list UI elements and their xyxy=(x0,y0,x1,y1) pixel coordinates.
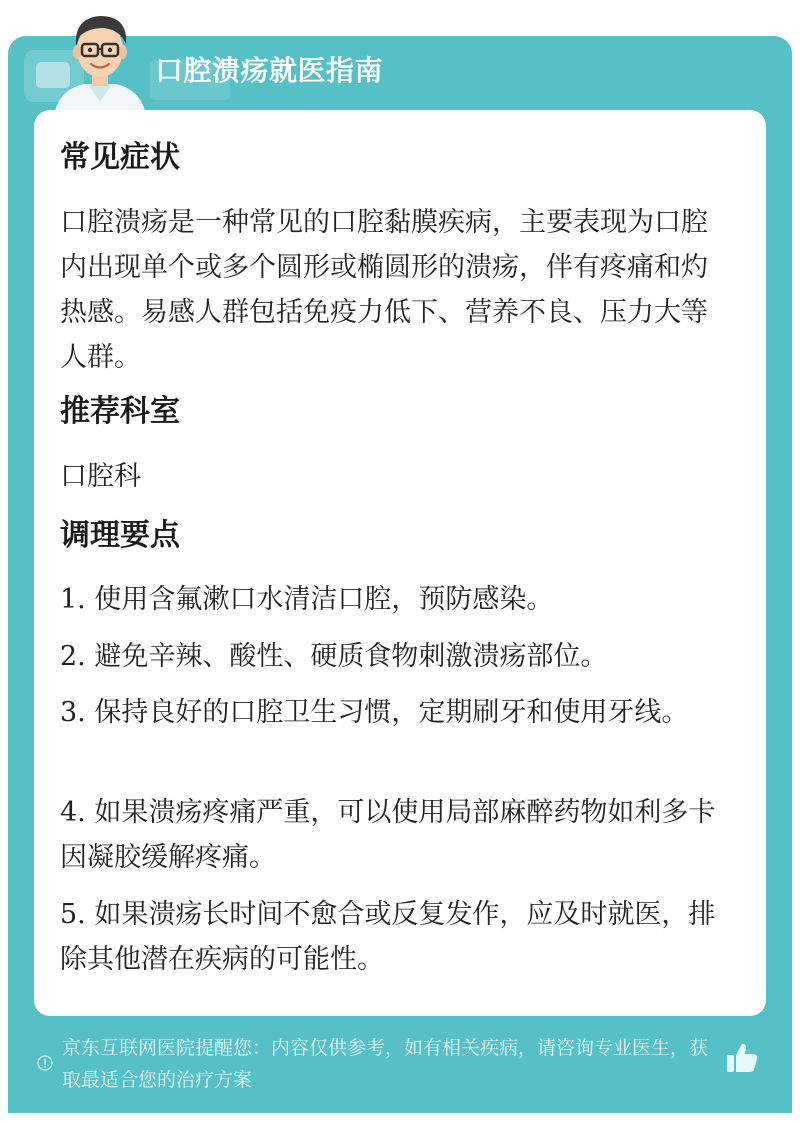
thumbs-up-icon[interactable] xyxy=(724,1040,760,1076)
care-item-number: 3. xyxy=(60,697,86,728)
care-item-number: 5. xyxy=(60,899,86,930)
symptoms-title: 常见症状 xyxy=(60,140,180,175)
care-item-text: 使用含氟漱口水清洁口腔，预防感染。 xyxy=(94,584,554,615)
care-item xyxy=(60,690,728,735)
care-item xyxy=(60,790,728,880)
care-item-text: 避免辛辣、酸性、硬质食物刺激溃疡部位。 xyxy=(94,641,608,672)
doctor-avatar-icon xyxy=(44,6,156,116)
care-item xyxy=(60,892,728,982)
department-text: 口腔科 xyxy=(60,461,141,492)
care-item-number: 2. xyxy=(60,641,86,672)
department-title: 推荐科室 xyxy=(60,394,180,429)
care-item-text: 如果溃疡疼痛严重，可以使用局部麻醉药物如利多卡因凝胶缓解疼痛。 xyxy=(60,797,716,873)
footer-disclaimer: 京东互联网医院提醒您：内容仅供参考，如有相关疾病，请咨询专业医生，获取最适合您的治疗方案 xyxy=(62,1037,709,1091)
care-title: 调理要点 xyxy=(60,518,180,553)
care-item xyxy=(60,634,728,679)
care-item-number: 4. xyxy=(60,797,86,828)
content-card xyxy=(34,110,766,1016)
care-item-text: 如果溃疡长时间不愈合或反复发作，应及时就医，排除其他潜在疾病的可能性。 xyxy=(60,899,716,975)
info-icon xyxy=(37,1055,53,1071)
care-item xyxy=(60,577,728,622)
page-title: 口腔溃疡就医指南 xyxy=(155,54,384,87)
symptoms-text: 口腔溃疡是一种常见的口腔黏膜疾病，主要表现为口腔内出现单个或多个圆形或椭圆形的溃疡，伴有疼痛和灼热感。易感人群包括免疫力低下、营养不良、压力大等人群。 xyxy=(60,207,708,373)
care-item-number: 1. xyxy=(60,584,86,615)
care-item-text: 保持良好的口腔卫生习惯，定期刷牙和使用牙线。 xyxy=(94,697,689,728)
